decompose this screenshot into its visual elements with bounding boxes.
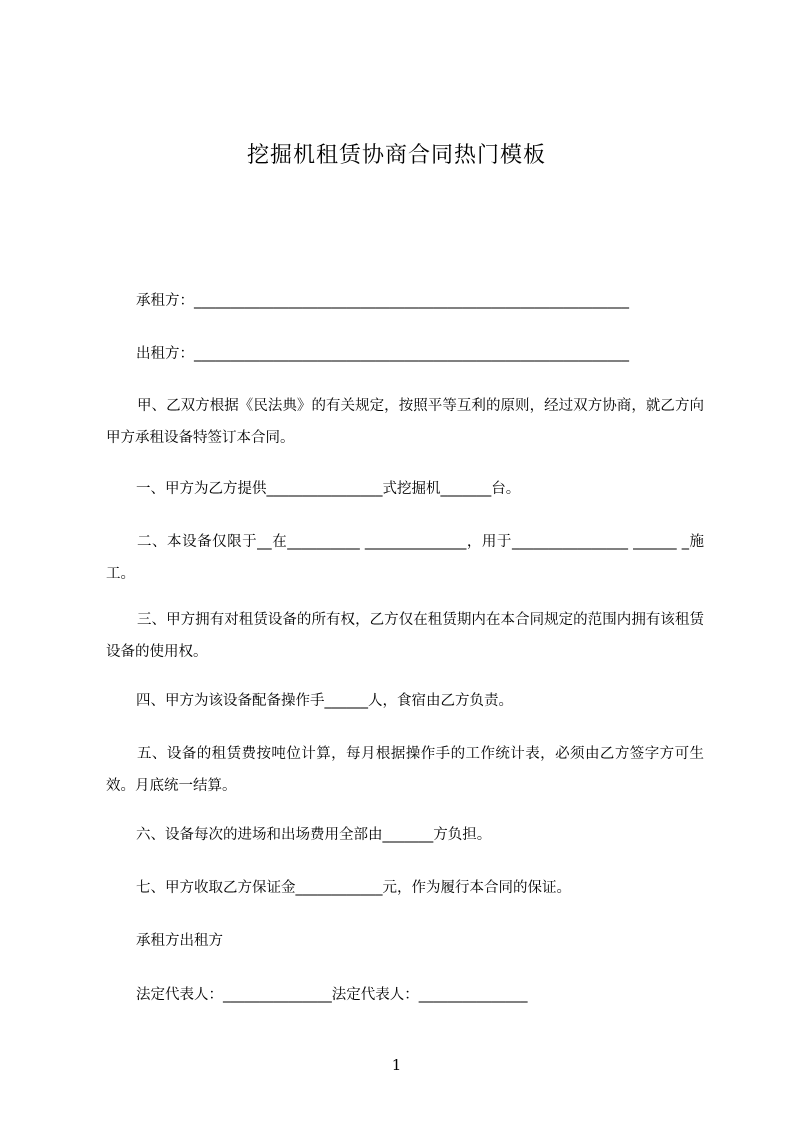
clause-3: 三、甲方拥有对租赁设备的所有权，乙方仅在租赁期内在本合同规定的范围内拥有该租赁设备的使用权。 — [106, 612, 704, 660]
clause-6: 六、设备每次的进场和出场费用全部由_______方负担。 — [136, 827, 492, 843]
intro-paragraph: 甲、乙双方根据《民法典》的有关规定，按照平等互利的原则，经过双方协商，就乙方向甲方承租设备特签订本合同。 — [106, 398, 704, 446]
document-title: 挖掘机租赁协商合同热门模板 — [246, 143, 546, 168]
clause-1: 一、甲方为乙方提供________________式挖掘机_______台。 — [136, 481, 521, 497]
legal-representatives-line: 法定代表人：_______________法定代表人：_______________ — [136, 987, 528, 1003]
clause-5: 五、设备的租赁费按吨位计算，每月根据操作手的工作统计表，必须由乙方签字方可生效。月底统一结算。 — [106, 746, 704, 794]
page-number: 1 — [391, 1056, 402, 1074]
clause-7: 七、甲方收取乙方保证金____________元，作为履行本合同的保证。 — [136, 880, 571, 896]
clause-4: 四、甲方为该设备配备操作手______人，食宿由乙方负责。 — [136, 693, 513, 709]
lessor-line: 出租方：____________________________________________________________ — [136, 346, 629, 362]
signatories-line: 承租方出租方 — [136, 933, 223, 949]
lessee-line: 承租方：____________________________________________________________ — [136, 293, 629, 309]
clause-2: 二、本设备仅限于__在__________ ______________，用于________________ ______ _施工。 — [106, 534, 704, 582]
